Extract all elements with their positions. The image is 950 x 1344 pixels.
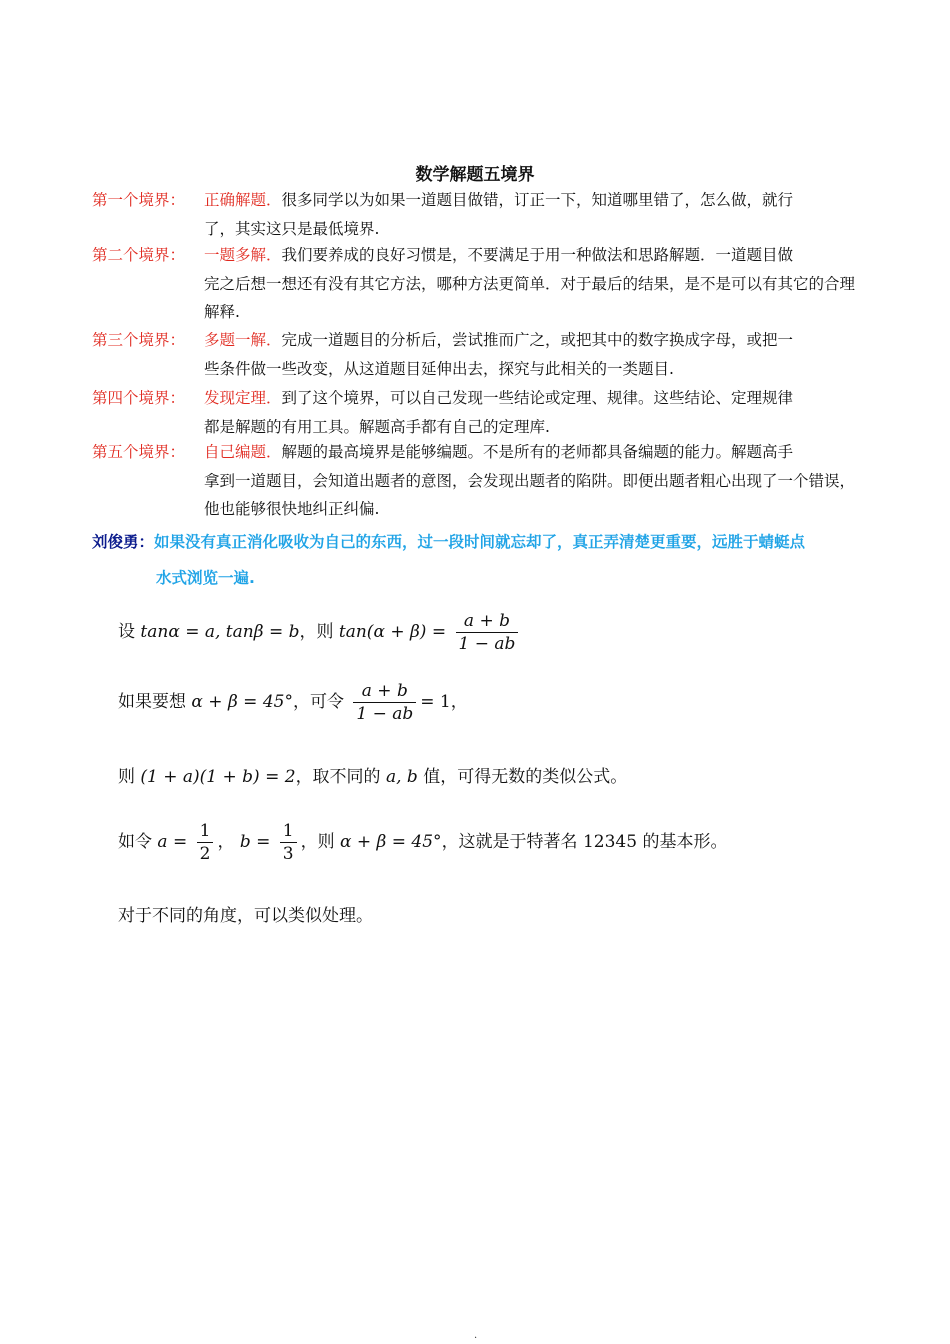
level-label: 第四个境界：	[92, 389, 186, 407]
fraction	[456, 610, 519, 655]
fraction	[197, 820, 214, 865]
fraction-numerator: a + b	[456, 610, 519, 633]
math-text: ，则	[300, 832, 341, 852]
math-text: 如果要想	[118, 692, 192, 712]
math-expression: α + β = 45°	[340, 832, 442, 852]
math-expression: a =	[157, 832, 188, 852]
level-text-line1: 到了这个境界，可以自己发现一些结论或定理、规律。这些结论、定理规律	[281, 389, 794, 407]
fraction-denominator: 1 − ab	[356, 704, 414, 724]
math-expression: (1 + a)(1 + b) = 2	[140, 767, 296, 787]
quote-text-line2: 水式浏览一遍.	[156, 569, 255, 587]
level-label: 第一个境界：	[92, 191, 186, 209]
fraction	[353, 680, 416, 725]
math-text: ，取不同的	[295, 767, 386, 787]
level-text-rest: 了，其实这只是最低境界.	[204, 219, 380, 238]
level-heading: 正确解题．	[204, 191, 282, 209]
math-text: 值，可得无数的类似公式。	[417, 767, 628, 787]
quote-text-line1: 如果没有真正消化吸收为自己的东西，过一段时间就忘却了，真正弄清楚更重要，远胜于蜻蜓点	[154, 533, 806, 551]
level-text-line1: 解题的最高境界是能够编题。不是所有的老师都具备编题的能力。解题高手	[281, 443, 794, 461]
math-text: 设	[118, 622, 141, 642]
math-expression: tanα = a, tanβ = b	[140, 622, 300, 642]
math-text: 则	[118, 767, 141, 787]
fraction-denominator: 3	[282, 844, 294, 864]
math-line-3	[118, 762, 627, 787]
level-text-line1: 很多同学以为如果一道题目做错，订正一下，知道哪里错了，怎么做，就行	[281, 191, 794, 209]
level-label: 第三个境界：	[92, 331, 186, 349]
page-footer-mark: .	[474, 1330, 478, 1341]
math-expression: α + β = 45°	[191, 692, 293, 712]
math-expression: b =	[239, 832, 271, 852]
quote-author: 刘俊勇：	[92, 533, 155, 551]
math-text: ，这就是于特著名 12345 的基本形。	[441, 832, 728, 852]
math-expression: a, b	[385, 767, 418, 787]
level-heading: 多题一解．	[204, 331, 282, 349]
math-text: ，	[217, 832, 235, 852]
fraction-denominator: 2	[199, 844, 211, 864]
level-heading: 发现定理．	[204, 389, 282, 407]
math-line-4	[118, 820, 727, 865]
fraction-denominator: 1 − ab	[458, 634, 516, 654]
level-label: 第二个境界：	[92, 246, 186, 264]
level-text-rest: 些条件做一些改变，从这道题目延伸出去，探究与此相关的一类题目.	[204, 359, 674, 378]
page-title: 数学解题五境界	[415, 165, 535, 185]
fraction	[280, 820, 297, 865]
author-quote	[92, 524, 862, 587]
level-heading: 自己编题．	[204, 443, 282, 461]
level-text-line1: 完成一道题目的分析后，尝试推而广之，或把其中的数字换成字母，或把一	[281, 331, 794, 349]
level-label: 第五个境界：	[92, 443, 186, 461]
math-expression: tan(α + β) =	[338, 622, 447, 642]
math-text: ，可令	[292, 692, 350, 712]
math-line-1	[118, 610, 522, 655]
math-line-5: 对于不同的角度，可以类似处理。	[118, 906, 373, 926]
level-text-rest: 拿到一道题目，会知道出题者的意图，会发现出题者的陷阱。即便出题者粗心出现了一个错误，他也能够很快地纠正纠偏.	[204, 471, 856, 518]
math-text: = 1，	[420, 692, 468, 712]
level-text-rest: 完之后想一想还有没有其它方法，哪种方法更简单．对于最后的结果，是不是可以有其它的合理解释.	[204, 274, 856, 321]
level-heading: 一题多解．	[204, 246, 282, 264]
math-line-2	[118, 680, 468, 725]
level-text-line1: 我们要养成的良好习惯是，不要满足于用一种做法和思路解题．一道题目做	[281, 246, 794, 264]
fraction-numerator: 1	[197, 820, 214, 843]
math-text: 如令	[118, 832, 158, 852]
level-text-rest: 都是解题的有用工具。解题高手都有自己的定理库.	[204, 417, 550, 436]
math-text: ，则	[299, 622, 339, 642]
fraction-numerator: a + b	[353, 680, 416, 703]
fraction-numerator: 1	[280, 820, 297, 843]
